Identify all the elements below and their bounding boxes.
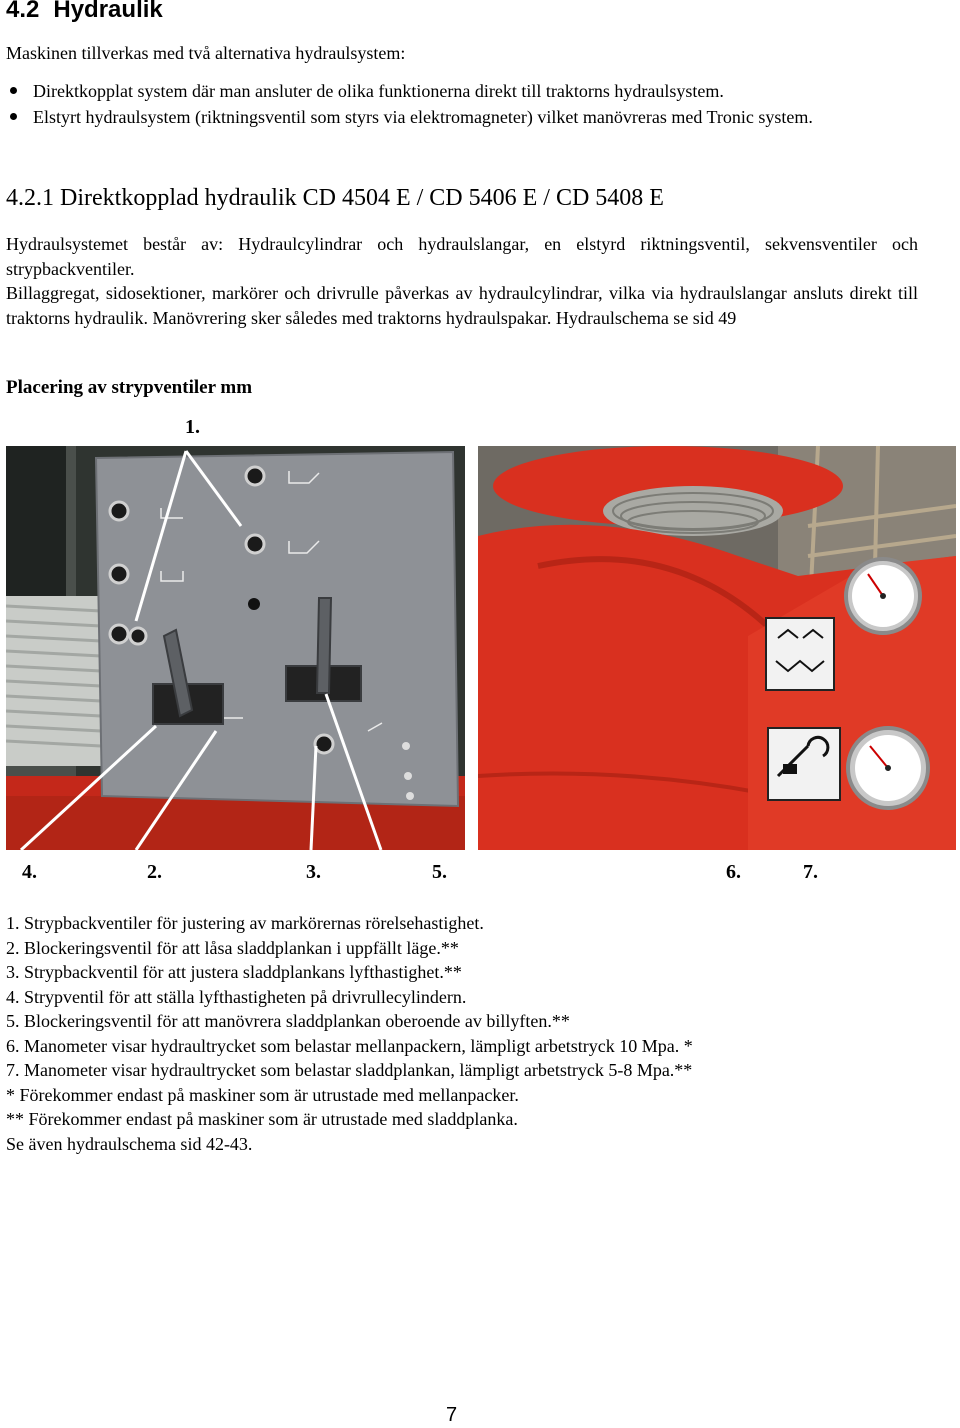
legend-item: 6. Manometer visar hydraultrycket som belastar mellanpackern, lämpligt arbetstryck 10 Mpa. * [6,1035,693,1056]
legend-reference: Se även hydraulschema sid 42-43. [6,1133,253,1154]
paragraph-operation: Billaggregat, sidosektioner, markörer och drivrulle påverkas av hydraulcylindrar, vilka via hydraulslangar ansluts direkt till traktorns hydraulik. Manövrering sker således med traktorns hydraulspakar. Hydraulschema se sid 49 [6,283,918,328]
placement-heading: Placering av strypventiler mm [6,377,253,398]
section-heading [6,0,163,24]
system-bullet-list [6,78,918,130]
valve-panel-photo [6,446,465,850]
bullet-item: Direktkopplat system där man ansluter de olika funktionerna direkt till traktorns hydraulsystem. [6,78,918,104]
pressure-gauge-7 [848,728,928,808]
valve-panel [96,452,458,806]
legend-item: 7. Manometer visar hydraultrycket som belastar sladdplankan, lämpligt arbetstryck 5-8 Mpa.** [6,1060,693,1080]
callout-7: 7. [803,861,818,883]
legend-item: 3. Strypbackventil för att justera sladdplankans lyfthastighet.** [6,962,462,982]
callout-2: 2. [147,861,162,883]
legend-footnote: * Förekommer endast på maskiner som är utrustade med mellanpacker. [6,1084,519,1105]
page-number: 7 [446,1404,458,1426]
section-title: Hydraulik [53,0,163,23]
paragraph-components: Hydraulsystemet består av: Hydraulcylindrar och hydraulslangar, en elstyrd riktningsventil, sekvensventiler och strypbackventiler. [6,234,918,279]
subsection-heading: 4.2.1 Direktkopplad hydraulik CD 4504 E / CD 5406 E / CD 5408 E [6,185,664,211]
callout-4: 4. [22,861,37,883]
section-number: 4.2 [6,0,40,23]
legend-list [6,911,693,1156]
gauges-photo [478,446,956,850]
legend-item: 4. Strypventil för att ställa lyfthastigheten på drivrullecylindern. [6,986,467,1007]
intro-text: Maskinen tillverkas med två alternativa hydraulsystem: [6,43,406,63]
callout-5: 5. [432,861,447,883]
pressure-gauge-6 [846,559,920,633]
bullet-item: Elstyrt hydraulsystem (riktningsventil som styrs via elektromagneter) vilket manövreras med Tronic system. [6,104,918,130]
legend-item: 1. Strypbackventiler för justering av markörernas rörelsehastighet. [6,913,484,933]
legend-footnote: ** Förekommer endast på maskiner som är utrustade med sladdplanka. [6,1109,518,1129]
legend-item: 5. Blockeringsventil för att manövrera sladdplankan oberoende av billyften.** [6,1011,570,1031]
warning-sticker-bottom [768,728,840,800]
warning-sticker-top [766,618,834,690]
callout-3: 3. [306,861,321,883]
callout-6: 6. [726,861,741,883]
legend-item: 2. Blockeringsventil för att låsa sladdplankan i uppfällt läge.** [6,937,459,958]
callout-1: 1. [185,416,200,438]
flex-hose [6,596,101,766]
